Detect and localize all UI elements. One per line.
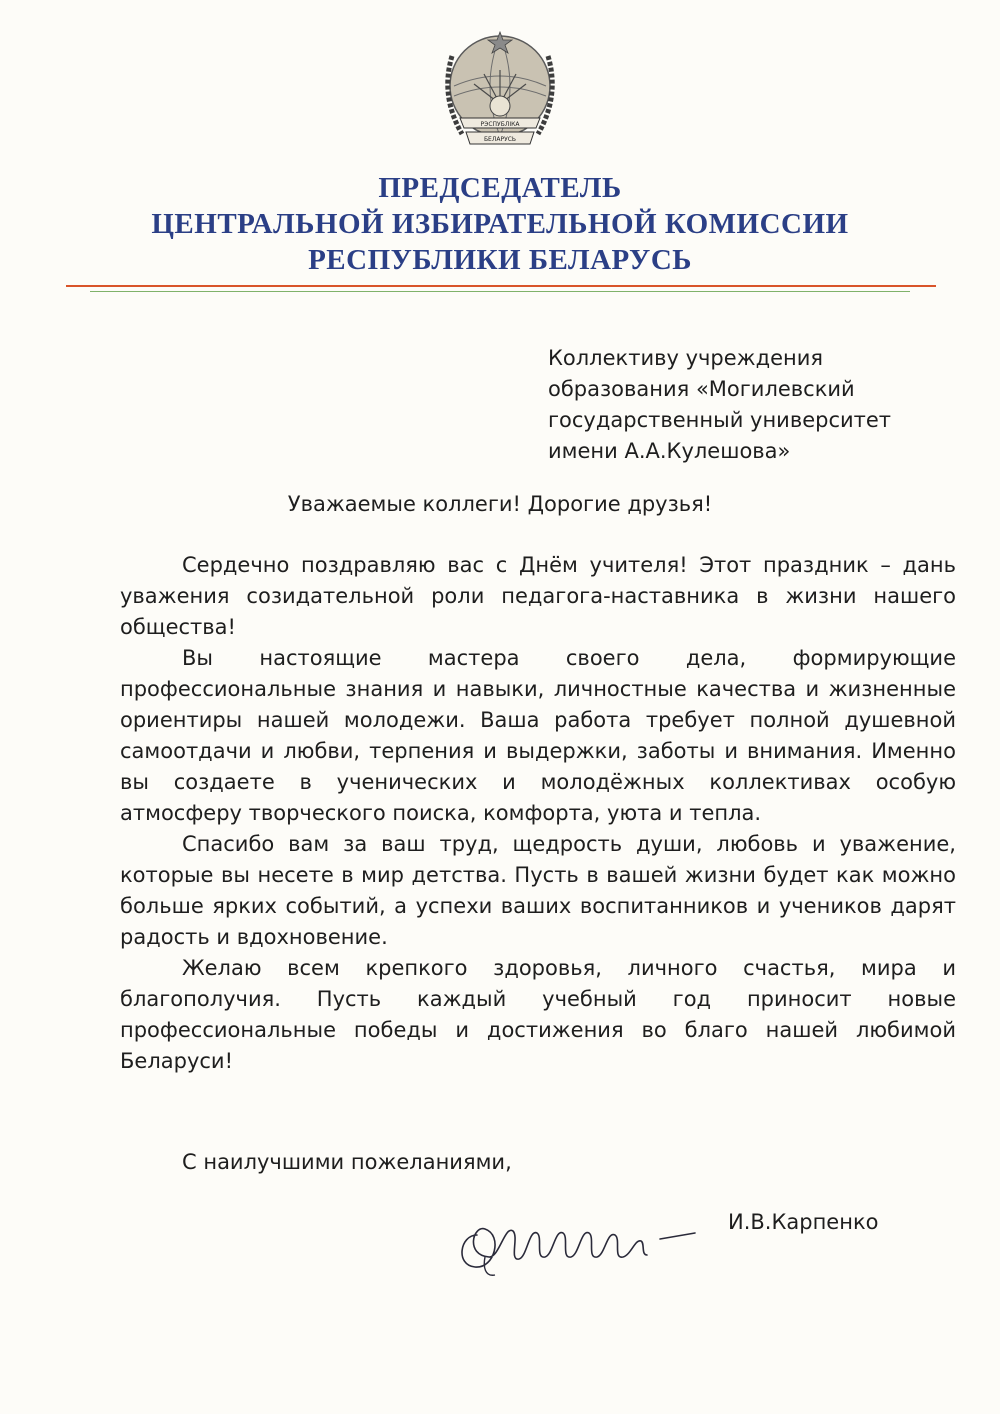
emblem-ribbon-bottom: БЕЛАРУСЬ <box>483 136 517 143</box>
belarus-state-emblem-icon <box>432 26 568 150</box>
letterhead-title <box>0 170 1000 278</box>
body-paragraph: Спасибо вам за ваш труд, щедрость души, любовь и уважение, которые вы несете в мир детства. Пусть в вашей жизни будет как можно больше ярких событий, а успехи ваших воспитанников и учеников дарят радость и вдохновение. <box>120 832 956 949</box>
handwritten-signature-icon <box>455 1195 705 1285</box>
salutation: Уважаемые коллеги! Дорогие друзья! <box>287 492 713 516</box>
letterhead-divider-green <box>90 291 910 292</box>
body-paragraph: Желаю всем крепкого здоровья, личного счастья, мира и благополучия. Пусть каждый учебный год приносит новые профессиональные победы и достижения во благо нашей любимой Беларуси! <box>120 956 956 1073</box>
body-paragraph: Вы настоящие мастера своего дела, формирующие профессиональные знания и навыки, личностные качества и жизненные ориентиры нашей молодежи. Ваша работа требует полной душевной самоотдачи и любви, терпения и выдержки, заботы и внимания. Именно вы создаете в ученических и молодёжных коллективах особую атмосферу творческого поиска, комфорта, уюта и тепла. <box>120 646 956 825</box>
addressee-line: образования «Могилевский <box>548 377 855 401</box>
addressee-block <box>548 343 968 467</box>
signer-name: И.В.Карпенко <box>728 1210 879 1234</box>
letterhead-title-line-2: ЦЕНТРАЛЬНОЙ ИЗБИРАТЕЛЬНОЙ КОМИССИИ <box>151 208 849 240</box>
letter-body <box>120 550 956 1077</box>
emblem-ribbon-top: РЭСПУБЛІКА <box>480 121 520 128</box>
letterhead-title-line-1: ПРЕДСЕДАТЕЛЬ <box>378 172 622 204</box>
letterhead-title-line-3: РЕСПУБЛИКИ БЕЛАРУСЬ <box>308 244 692 276</box>
closing-phrase: С наилучшими пожеланиями, <box>182 1150 512 1174</box>
addressee-line: Коллективу учреждения <box>548 346 824 370</box>
addressee-line: государственный университет <box>548 408 892 432</box>
letterhead-divider-red <box>66 285 936 287</box>
addressee-line: имени А.А.Кулешова» <box>548 439 791 463</box>
body-paragraph: Сердечно поздравляю вас с Днём учителя! Этот праздник – дань уважения созидательной роли педагога-наставника в жизни нашего общества! <box>120 553 956 639</box>
